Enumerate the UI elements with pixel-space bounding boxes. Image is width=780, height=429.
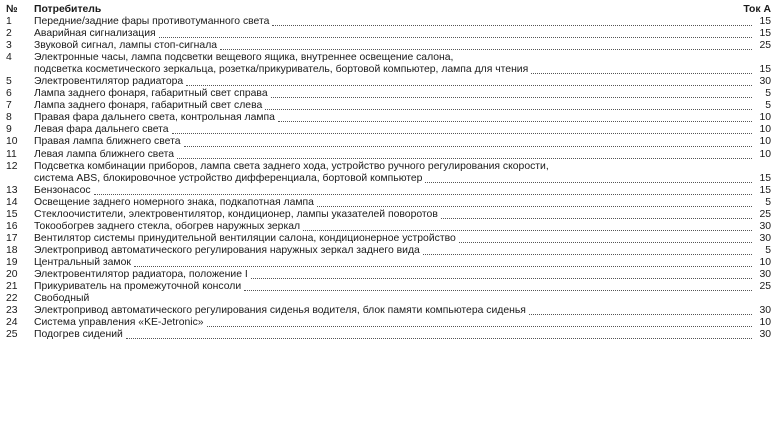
consumer-text: Электровентилятор радиатора <box>34 76 184 88</box>
table-row <box>6 269 771 281</box>
row-line <box>34 40 771 52</box>
dot-leader <box>531 72 752 74</box>
table-row <box>6 76 771 88</box>
current-value: 5 <box>765 196 771 208</box>
table-row <box>6 100 771 112</box>
dot-leader <box>251 277 752 279</box>
consumer-text: Правая лампа ближнего света <box>34 136 181 148</box>
dot-leader <box>425 181 752 183</box>
consumer-text: Система управления «KE-Jetronic» <box>34 317 204 329</box>
consumer-text: Аварийная сигнализация <box>34 28 156 40</box>
dot-leader <box>272 24 752 26</box>
dot-leader <box>265 108 752 110</box>
current-value: 25 <box>759 40 771 52</box>
row-line <box>34 88 771 100</box>
consumer-text: Освещение заднего номерного знака, подкапотная лампа <box>34 196 314 208</box>
consumer-text: Подсветка комбинации приборов, лампа света заднего хода, устройство ручного регулирования скорости, <box>34 160 549 172</box>
row-number: 23 <box>6 305 18 317</box>
current-value: 10 <box>759 124 771 136</box>
table-row <box>6 329 771 341</box>
table-row <box>6 124 771 136</box>
row-line <box>34 245 771 257</box>
current-value: 30 <box>759 232 771 244</box>
table-body <box>6 16 771 341</box>
consumer-text: Электропривод автоматического регулирования сиденья водителя, блок памяти компьютера сиденья <box>34 305 526 317</box>
consumer-text: Электронные часы, лампа подсветки вещевого ящика, внутреннее освещение салона, <box>34 52 454 64</box>
row-line <box>34 161 771 173</box>
table-row <box>6 197 771 209</box>
table-row <box>6 317 771 329</box>
row-line <box>34 112 771 124</box>
row-number: 13 <box>6 184 18 196</box>
consumer-text: Левая лампа ближнего света <box>34 148 175 160</box>
table-row <box>6 161 771 185</box>
consumer-text: Звуковой сигнал, лампы стоп-сигнала <box>34 40 218 52</box>
row-line <box>34 76 771 88</box>
row-line <box>34 317 771 329</box>
row-line <box>34 136 771 148</box>
consumer-text: система ABS, блокировочное устройство дифференциала, бортовой компьютер <box>34 172 423 184</box>
dot-leader <box>94 193 752 195</box>
dot-leader <box>317 205 752 207</box>
table-row <box>6 233 771 245</box>
row-line <box>34 185 771 197</box>
current-value: 15 <box>759 16 771 27</box>
row-number: 18 <box>6 244 18 256</box>
current-value: 5 <box>765 244 771 256</box>
dot-leader <box>271 96 752 98</box>
row-line <box>34 281 771 293</box>
row-number: 8 <box>6 112 12 124</box>
row-number: 12 <box>6 160 18 172</box>
header-current: Ток А <box>743 4 771 15</box>
dot-leader <box>441 217 752 219</box>
consumer-text: Электропривод автоматического регулирования наружных зеркал заднего вида <box>34 244 420 256</box>
row-number: 9 <box>6 124 12 136</box>
dot-leader <box>207 325 752 327</box>
row-number: 14 <box>6 196 18 208</box>
row-number: 5 <box>6 76 12 88</box>
row-line <box>34 221 771 233</box>
consumer-text: Электровентилятор радиатора, положение I <box>34 268 248 280</box>
current-value: 5 <box>765 100 771 112</box>
dot-leader <box>184 145 753 147</box>
dot-leader <box>244 289 752 291</box>
table-row <box>6 281 771 293</box>
row-number: 21 <box>6 281 18 293</box>
consumer-text: Свободный <box>34 293 90 305</box>
row-number: 15 <box>6 208 18 220</box>
current-value: 15 <box>759 28 771 40</box>
dot-leader <box>459 241 752 243</box>
row-line <box>34 293 771 305</box>
current-value: 10 <box>759 256 771 268</box>
current-value: 25 <box>759 208 771 220</box>
dot-leader <box>159 36 752 38</box>
dot-leader <box>278 120 752 122</box>
dot-leader <box>529 313 752 315</box>
row-line <box>34 64 771 76</box>
dot-leader <box>172 132 752 134</box>
current-value: 5 <box>765 88 771 100</box>
table-row <box>6 136 771 148</box>
current-value: 10 <box>759 148 771 160</box>
row-line <box>34 257 771 269</box>
table-row <box>6 52 771 76</box>
table-row <box>6 16 771 28</box>
consumer-text: Лампа заднего фонаря, габаритный свет слева <box>34 100 263 112</box>
consumer-text: Подогрев сидений <box>34 329 123 341</box>
table-row <box>6 185 771 197</box>
current-value: 15 <box>759 64 771 76</box>
row-number: 4 <box>6 52 12 64</box>
current-value: 30 <box>759 329 771 341</box>
current-value: 10 <box>759 136 771 148</box>
current-value: 30 <box>759 305 771 317</box>
dot-leader <box>134 265 752 267</box>
consumer-text: подсветка косметического зеркальца, розетка/прикуриватель, бортовой компьютер, лампа для чтения <box>34 64 529 76</box>
dot-leader <box>177 157 752 159</box>
dot-leader <box>126 337 752 339</box>
row-number: 17 <box>6 232 18 244</box>
table-row <box>6 209 771 221</box>
row-number: 24 <box>6 317 18 329</box>
current-value: 15 <box>759 184 771 196</box>
current-value: 30 <box>759 220 771 232</box>
table-row <box>6 257 771 269</box>
consumer-text: Центральный замок <box>34 256 131 268</box>
dot-leader <box>423 253 752 255</box>
row-line <box>34 329 771 341</box>
current-value: 30 <box>759 268 771 280</box>
current-value: 25 <box>759 281 771 293</box>
table-row <box>6 40 771 52</box>
consumer-text: Вентилятор системы принудительной вентиляции салона, кондиционерное устройство <box>34 232 456 244</box>
row-number: 16 <box>6 220 18 232</box>
consumer-text: Стеклоочистители, электровентилятор, кондиционер, лампы указателей поворотов <box>34 208 438 220</box>
consumer-text: Правая фара дальнего света, контрольная лампа <box>34 112 275 124</box>
row-number: 2 <box>6 28 12 40</box>
row-number: 22 <box>6 293 18 305</box>
row-number: 1 <box>6 16 12 27</box>
row-line <box>34 173 771 185</box>
row-line <box>34 52 771 64</box>
current-value: 10 <box>759 112 771 124</box>
current-value: 30 <box>759 76 771 88</box>
table-row <box>6 149 771 161</box>
dot-leader <box>303 229 752 231</box>
row-line <box>34 28 771 40</box>
row-number: 10 <box>6 136 18 148</box>
row-line <box>34 149 771 161</box>
dot-leader <box>220 48 752 50</box>
table-row <box>6 88 771 100</box>
row-number: 25 <box>6 329 18 341</box>
row-line <box>34 124 771 136</box>
table-row <box>6 221 771 233</box>
consumer-text: Левая фара дальнего света <box>34 124 169 136</box>
table-row <box>6 28 771 40</box>
row-line <box>34 16 771 28</box>
row-number: 11 <box>6 148 17 160</box>
table-row <box>6 112 771 124</box>
header-consumer: Потребитель <box>34 4 102 15</box>
current-value: 15 <box>759 172 771 184</box>
row-number: 20 <box>6 268 18 280</box>
table-row <box>6 305 771 317</box>
consumer-text: Прикуриватель на промежуточной консоли <box>34 281 242 293</box>
row-line <box>34 305 771 317</box>
header-number: № <box>6 4 18 15</box>
table-row <box>6 245 771 257</box>
dot-leader <box>186 84 752 86</box>
current-value: 10 <box>759 317 771 329</box>
row-line <box>34 269 771 281</box>
row-line <box>34 233 771 245</box>
row-line <box>34 100 771 112</box>
table-header <box>6 4 771 16</box>
consumer-text: Токообогрев заднего стекла, обогрев наружных зеркал <box>34 220 301 232</box>
consumer-text: Передние/задние фары противотуманного света <box>34 16 270 27</box>
consumer-text: Лампа заднего фонаря, габаритный свет справа <box>34 88 268 100</box>
table-row <box>6 293 771 305</box>
row-number: 6 <box>6 88 12 100</box>
row-number: 3 <box>6 40 12 52</box>
row-number: 19 <box>6 256 18 268</box>
row-number: 7 <box>6 100 12 112</box>
row-line <box>34 197 771 209</box>
consumer-text: Бензонасос <box>34 184 91 196</box>
row-line <box>34 209 771 221</box>
